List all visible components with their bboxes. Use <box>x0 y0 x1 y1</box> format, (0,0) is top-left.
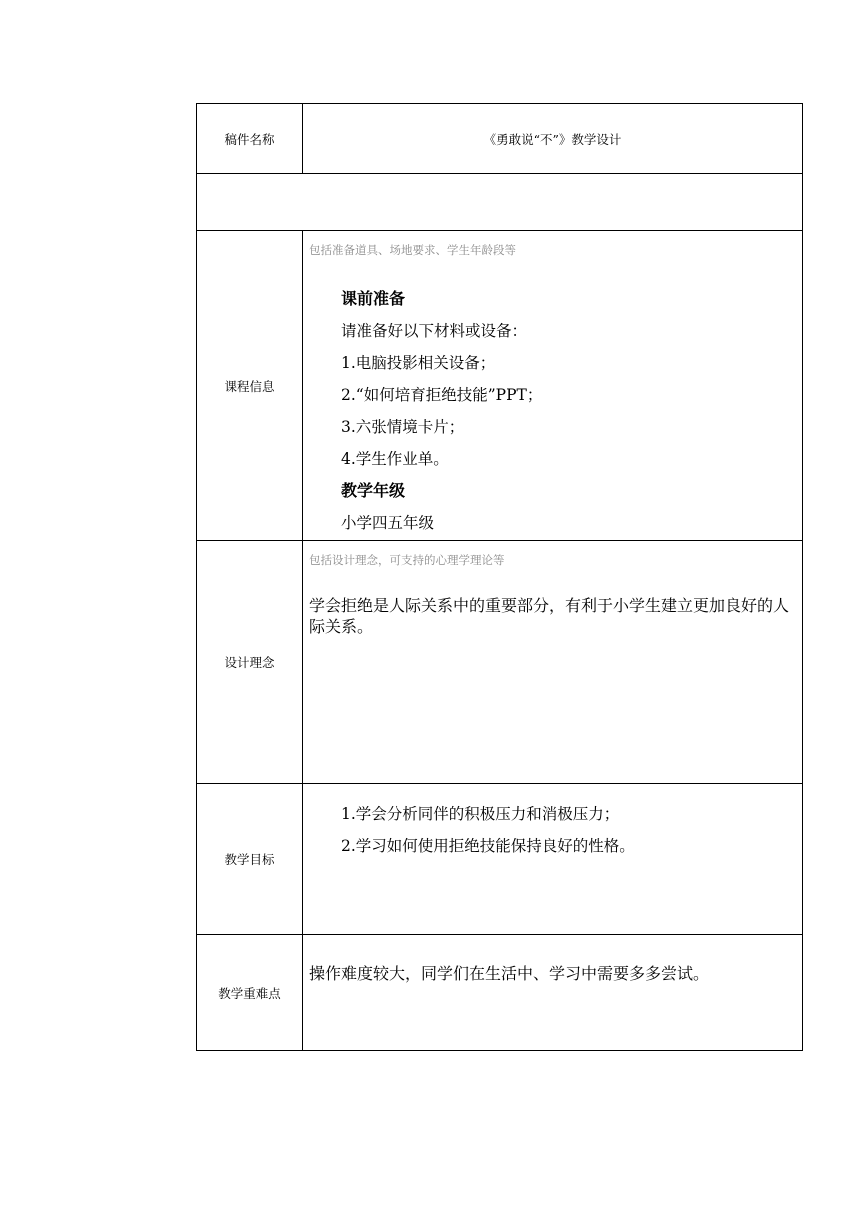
prep-item: 4.学生作业单。 <box>341 450 449 468</box>
objective-item: 2.学习如何使用拒绝技能保持良好的性格。 <box>341 837 635 855</box>
objectives-cell <box>303 784 803 935</box>
empty-cell <box>197 174 803 231</box>
row-objectives <box>197 784 803 935</box>
key-difficulty-cell <box>303 935 803 1051</box>
key-difficulty-label: 教学重难点 <box>197 935 303 1051</box>
row-key-difficulty <box>197 935 803 1051</box>
design-idea-hint: 包括设计理念，可支持的心理学理论等 <box>309 553 505 567</box>
title-label: 稿件名称 <box>197 104 303 174</box>
prep-item: 3.六张情境卡片； <box>341 418 465 436</box>
course-info-hint: 包括准备道具、场地要求、学生年龄段等 <box>309 243 516 257</box>
row-design-idea <box>197 541 803 784</box>
prep-intro: 请准备好以下材料或设备： <box>341 322 528 340</box>
objectives-list <box>303 784 802 862</box>
objectives-label: 教学目标 <box>197 784 303 935</box>
course-info-label: 课程信息 <box>197 231 303 541</box>
course-prep-block <box>303 257 802 539</box>
row-title <box>197 104 803 174</box>
row-empty <box>197 174 803 231</box>
prep-item: 1.电脑投影相关设备； <box>341 354 496 372</box>
title-value: 《勇敢说“不”》教学设计 <box>303 104 803 174</box>
design-idea-cell <box>303 541 803 784</box>
key-difficulty-text: 操作难度较大，同学们在生活中、学习中需要多多尝试。 <box>309 964 710 983</box>
grade-value: 小学四五年级 <box>341 514 435 532</box>
prep-heading: 课前准备 <box>341 289 406 308</box>
objective-item: 1.学会分析同伴的积极压力和消极压力； <box>341 805 620 823</box>
row-course-info <box>197 231 803 541</box>
prep-item: 2.“如何培育拒绝技能”PPT； <box>341 386 543 404</box>
lesson-plan-form <box>196 103 803 1051</box>
course-info-cell <box>303 231 803 541</box>
lesson-plan-table <box>196 103 803 1051</box>
design-idea-text: 学会拒绝是人际关系中的重要部分，有利于小学生建立更加良好的人际关系。 <box>309 596 790 636</box>
design-idea-label: 设计理念 <box>197 541 303 784</box>
grade-heading: 教学年级 <box>341 481 406 500</box>
